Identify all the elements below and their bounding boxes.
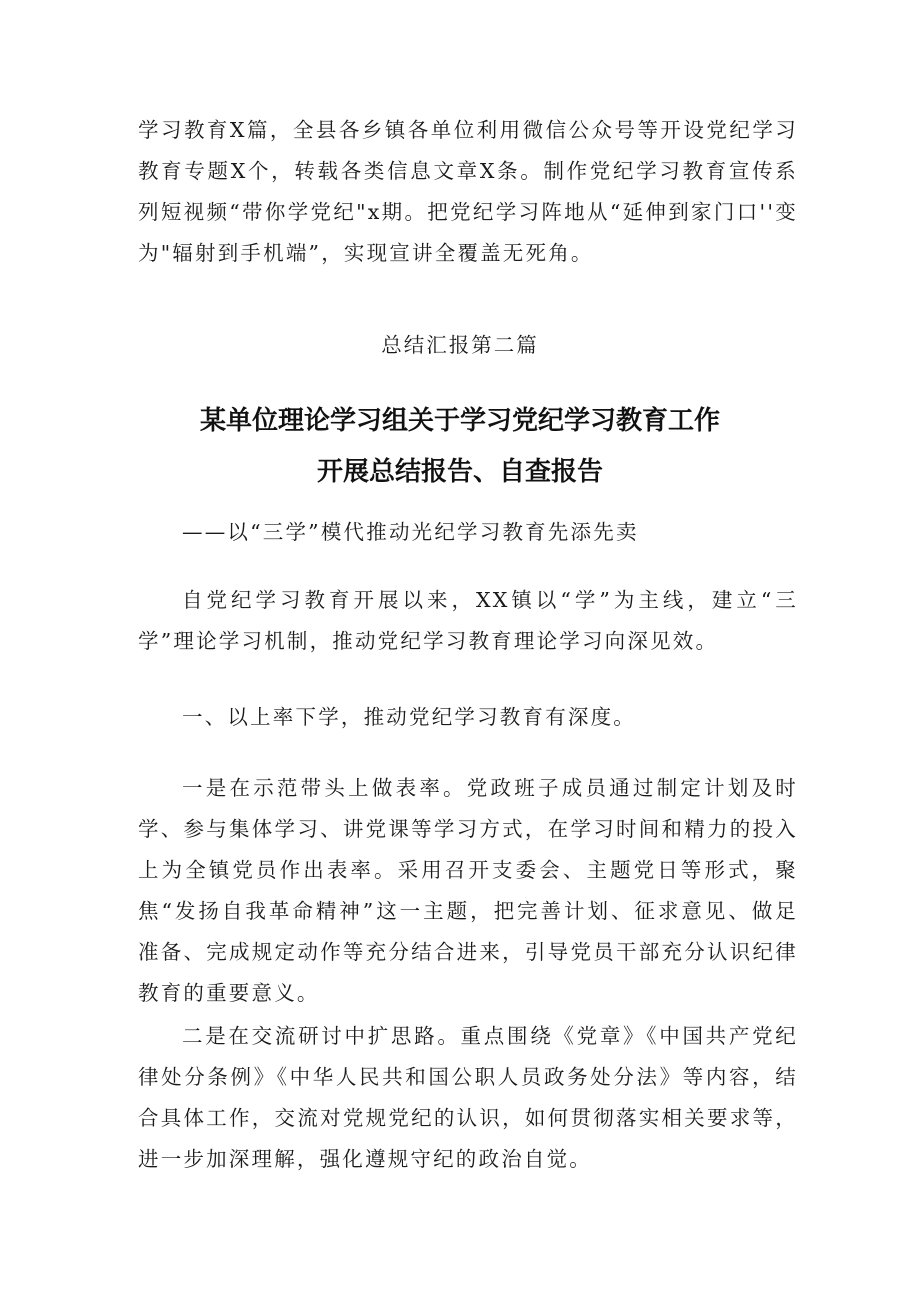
section-heading-1: 一、以上率下学，推动党纪学习教育有深度。 bbox=[182, 705, 636, 729]
body-paragraph-2: 二是在交流研讨中扩思路。重点围绕《党章》《中国共产党纪律处分条例》《中华人民共和国公职人员政务处分法》等内容，结合具体工作，交流对党规党纪的认识，如何贯彻落实相关要求等，进一步加深理解，强化遵规守纪的政治自觉。 bbox=[138, 1024, 798, 1171]
body-paragraph-intro: 自党纪学习教育开展以来，XX镇以“学”为主线，建立“三学”理论学习机制，推动党纪学习教育理论学习向深见效。 bbox=[138, 588, 798, 653]
document-title-line-1: 某单位理论学习组关于学习党纪学习教育工作 bbox=[199, 406, 720, 436]
document-title-line-2: 开展总结报告、自查报告 bbox=[316, 457, 603, 487]
intro-paragraph: 学习教育X篇，全县各乡镇各单位利用微信公众号等开设党纪学习教育专题X个，转载各类信息文章X条。制作党纪学习教育宣传系列短视频“带你学党纪"x期。把党纪学习阵地从“延伸到家门口''变为"辐射到手机端”，实现宣讲全覆盖无死角。 bbox=[138, 118, 798, 265]
section-label: 总结汇报第二篇 bbox=[381, 333, 539, 357]
document-subtitle: ——以“三学”模代推动光纪学习教育先添先卖 bbox=[182, 520, 639, 544]
body-paragraph-1: 一是在示范带头上做表率。党政班子成员通过制定计划及时学、参与集体学习、讲党课等学习方式，在学习时间和精力的投入上为全镇党员作出表率。采用召开支委会、主题党日等形式，聚焦“发扬自我革命精神”这一主题，把完善计划、征求意见、做足准备、完成规定动作等充分结合进来，引导党员干部充分认识纪律教育的重要意义。 bbox=[138, 776, 798, 1005]
